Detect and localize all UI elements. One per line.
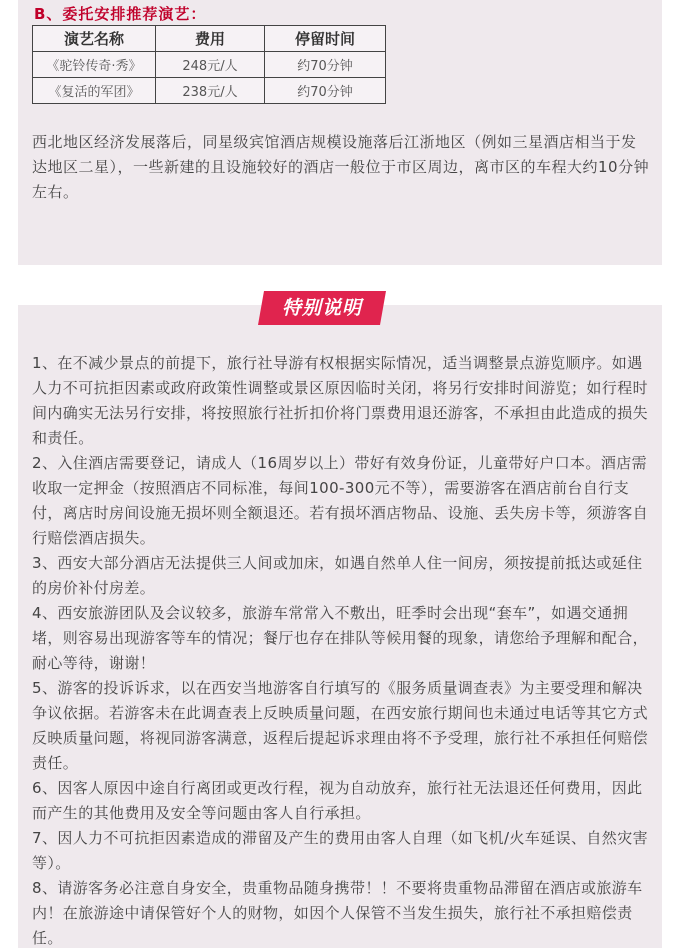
column-header-name: 演艺名称 (33, 26, 156, 52)
note-item-1: 1、在不减少景点的前提下，旅行社导游有权根据实际情况，适当调整景点游览顺序。如遇人力不可抗拒因素或政府政策性调整或景区原因临时关闭，将另行安排时间游览；如行程时间内确实无法另行安排，将按照旅行社折扣价将门票费用退还游客，不承担由此造成的损失和责任。 (32, 354, 649, 447)
show-price-cell: 238元/人 (156, 78, 265, 104)
hotel-note-paragraph: 西北地区经济发展落后，同星级宾馆酒店规模设施落后江浙地区（例如三星酒店相当于发达地区二星），一些新建的且设施较好的酒店一般位于市区周边，离市区的车程大约10分钟左右。 (32, 133, 650, 201)
column-header-price: 费用 (156, 26, 265, 52)
note-item-8: 8、请游客务必注意自身安全，贵重物品随身携带！！不要将贵重物品滞留在酒店或旅游车内！在旅游途中请保管好个人的财物，如因个人保管不当发生损失，旅行社不承担赔偿责任。 (32, 879, 643, 947)
performance-panel (18, 0, 662, 265)
special-notes-badge-label: 特别说明 (281, 297, 362, 319)
note-item-4: 4、西安旅游团队及会议较多，旅游车常常入不敷出，旺季时会出现“套车”，如遇交通拥堵，则容易出现游客等车的情况；餐厅也存在排队等候用餐的现象，请您给予理解和配合，耐心等待，谢谢！ (32, 604, 649, 672)
section-b-title: B、委托安排推荐演艺： (34, 5, 207, 23)
show-name-cell: 《复活的军团》 (33, 78, 156, 104)
show-duration-cell: 约70分钟 (265, 52, 386, 78)
note-item-2: 2、入住酒店需要登记，请成人（16周岁以上）带好有效身份证，儿童带好户口本。酒店需收取一定押金（按照酒店不同标准，每间100-300元不等），需要游客在酒店前台自行支付，离店时房间设施无损坏则全额退还。若有损坏酒店物品、设施、丢失房卡等，须游客自行赔偿酒店损失。 (32, 454, 649, 547)
show-price-cell: 248元/人 (156, 52, 265, 78)
column-header-duration: 停留时间 (265, 26, 386, 52)
special-notes-list (32, 351, 652, 951)
table-row (33, 52, 386, 78)
note-item-3: 3、西安大部分酒店无法提供三人间或加床，如遇自然单人住一间房，须按提前抵达或延住的房价补付房差。 (32, 554, 643, 597)
note-item-6: 6、因客人原因中途自行离团或更改行程，视为自动放弃，旅行社无法退还任何费用，因此而产生的其他费用及安全等问题由客人自行承担。 (32, 779, 643, 822)
note-item-7: 7、因人力不可抗拒因素造成的滞留及产生的费用由客人自理（如飞机/火车延误、自然灾害等）。 (32, 829, 649, 872)
special-notes-badge (258, 291, 386, 325)
shows-table (32, 25, 386, 104)
show-name-cell: 《驼铃传奇·秀》 (33, 52, 156, 78)
table-row (33, 78, 386, 104)
special-notes-panel (18, 305, 662, 948)
show-duration-cell: 约70分钟 (265, 78, 386, 104)
note-item-5: 5、游客的投诉诉求，以在西安当地游客自行填写的《服务质量调查表》为主要受理和解决争议依据。若游客未在此调查表上反映质量问题，在西安旅行期间也未通过电话等其它方式反映质量问题，将视同游客满意，返程后提起诉求理由将不予受理，旅行社不承担任何赔偿责任。 (32, 679, 649, 772)
table-header-row (33, 26, 386, 52)
